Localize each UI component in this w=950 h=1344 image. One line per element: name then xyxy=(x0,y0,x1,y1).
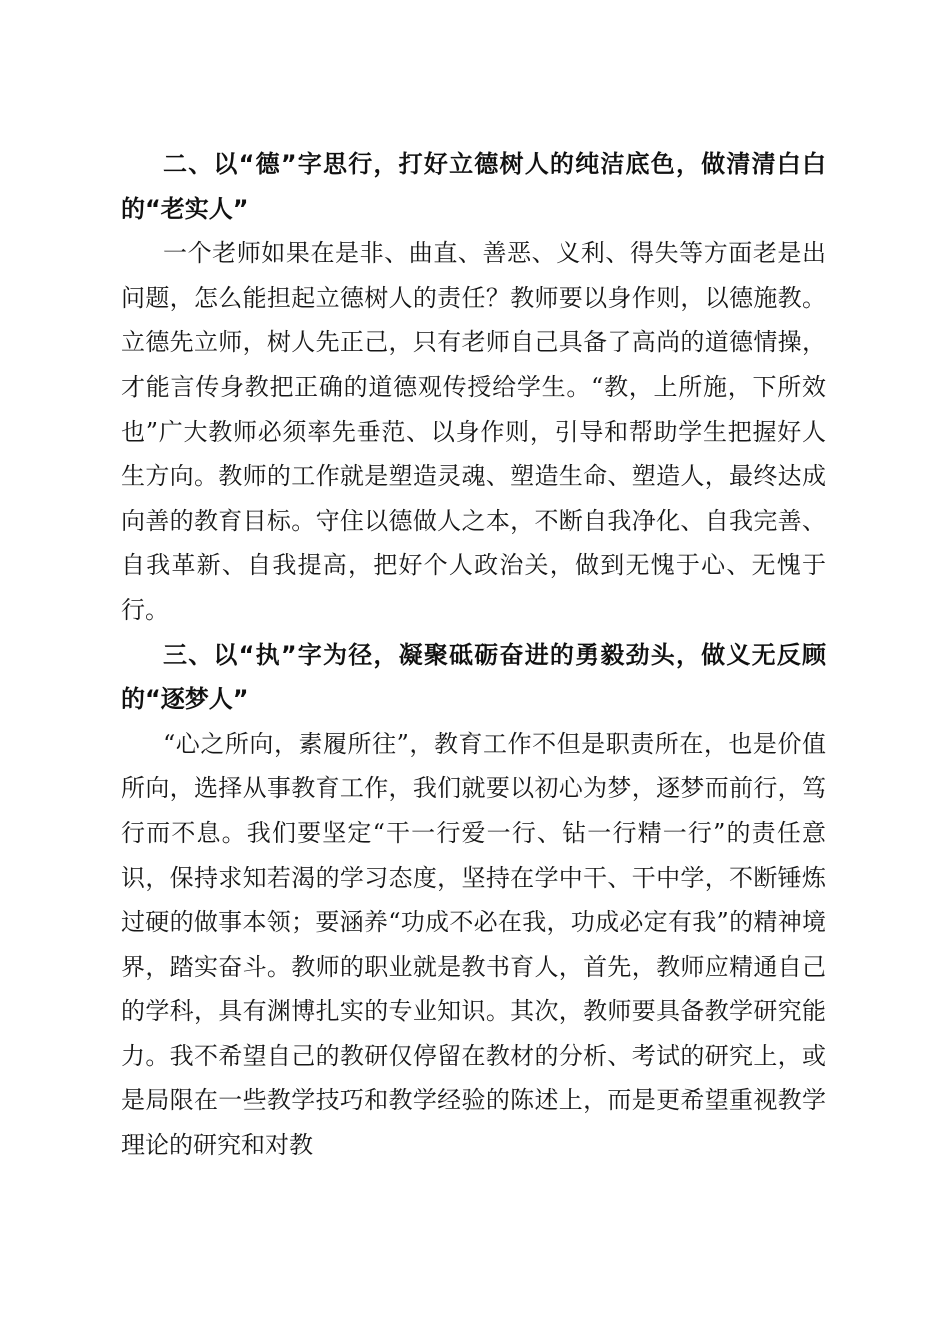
section-heading-2: 二、以“德”字思行，打好立德树人的纯洁底色，做清清白白的“老实人” xyxy=(121,150,826,223)
section-paragraph-2: 一个老师如果在是非、曲直、善恶、义利、得失等方面老是出问题，怎么能担起立德树人的责任？教师要以身作则，以德施教。立德先立师，树人先正己，只有老师自己具备了高尚的道德情操，才能言传身教把正确的道德观传授给学生。“教，上所施，下所效也”广大教师必须率先垂范、以身作则，引导和帮助学生把握好人生方向。教师的工作就是塑造灵魂、塑造生命、塑造人，最终达成向善的教育目标。守住以德做人之本，不断自我净化、自我完善、自我革新、自我提高，把好个人政治关，做到无愧于心、无愧于行。 xyxy=(121,239,826,624)
section-heading-3: 三、以“执”字为径，凝聚砥砺奋进的勇毅劲头，做义无反顾的“逐梦人” xyxy=(121,640,826,714)
document-body xyxy=(121,142,826,1168)
section-paragraph-3: “心之所向，素履所往”，教育工作不但是职责所在，也是价值所向，选择从事教育工作，我们就要以初心为梦，逐梦而前行，笃行而不息。我们要坚定“干一行爱一行、钻一行精一行”的责任意识，保持求知若渴的学习态度，坚持在学中干、干中学，不断锤炼过硬的做事本领；要涵养“功成不必在我，功成必定有我”的精神境界，踏实奋斗。教师的职业就是教书育人，首先，教师应精通自己的学科，具有渊博扎实的专业知识。其次，教师要具备教学研究能力。我不希望自己的教研仅停留在教材的分析、考试的研究上，或是局限在一些教学技巧和教学经验的陈述上，而是更希望重视教学理论的研究和对教 xyxy=(121,729,826,1160)
